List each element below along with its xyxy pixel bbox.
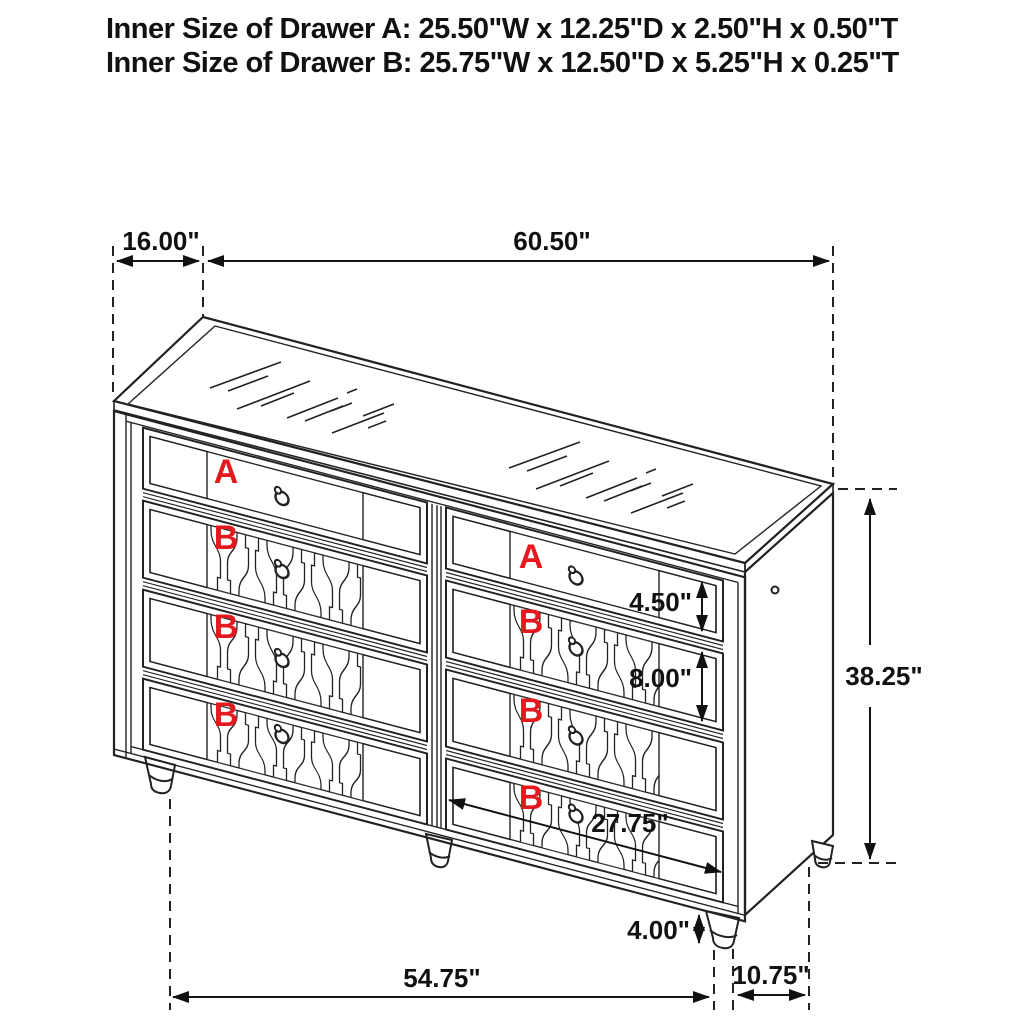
drawer-a-left [143,428,427,564]
lattice-panel [150,437,207,499]
side-peg-hole [772,587,779,594]
drawer-label-b3-left: B [213,696,239,734]
drawer-label-b1-right: B [518,603,544,641]
drawer-label-b2-left: B [213,608,239,646]
drawer-a-right [446,508,723,642]
drawer-b-inner-size: Inner Size of Drawer B: 25.75"W x 12.50"D x 5.25"H x 0.25"T [106,47,899,79]
drawer-knob [275,486,289,506]
lattice-panel [363,566,420,644]
dim-top-depth: 16.00" [122,226,200,256]
lattice-panel [150,599,207,677]
drawer-label-b1-left: B [213,519,239,557]
drawer-b3-left [143,679,427,825]
lattice-panel [150,688,207,760]
lattice-panel [363,744,420,816]
drawer-b3-right [446,759,723,903]
lattice-panel [659,733,716,811]
drawer-b2-left [143,590,427,742]
wood-grain-marks-left [210,362,394,433]
dim-base-depth: 10.75" [732,960,810,990]
dim-overall-height: 38.25" [845,661,923,691]
wood-grain-marks-right [509,442,693,513]
drawer-label-a-left: A [213,453,239,491]
dim-top-width: 60.50" [513,226,591,256]
lattice-panel [363,493,420,555]
drawer-label-b2-right: B [518,692,544,730]
drawer-label-b3-right: B [518,779,544,817]
lattice-panel [150,510,207,588]
dim-drawer-inner-width: 27.75" [591,808,669,838]
drawer-label-a-right: A [518,538,544,576]
drawer-a-inner-size: Inner Size of Drawer A: 25.50"W x 12.25"D x 2.50"H x 0.50"T [106,13,898,45]
dim-drawer-a-height: 4.50" [629,587,692,617]
dim-base-width: 54.75" [403,963,481,993]
dresser-legs [145,757,833,948]
lattice-panel [453,678,510,756]
drawer-knob [569,566,583,586]
lattice-panel [363,655,420,733]
lattice-panel [453,516,510,578]
dim-leg-height: 4.00" [627,915,690,945]
drawer-b1-left [143,501,427,653]
dim-drawer-b-height: 8.00" [629,663,692,693]
lattice-panel [453,589,510,667]
